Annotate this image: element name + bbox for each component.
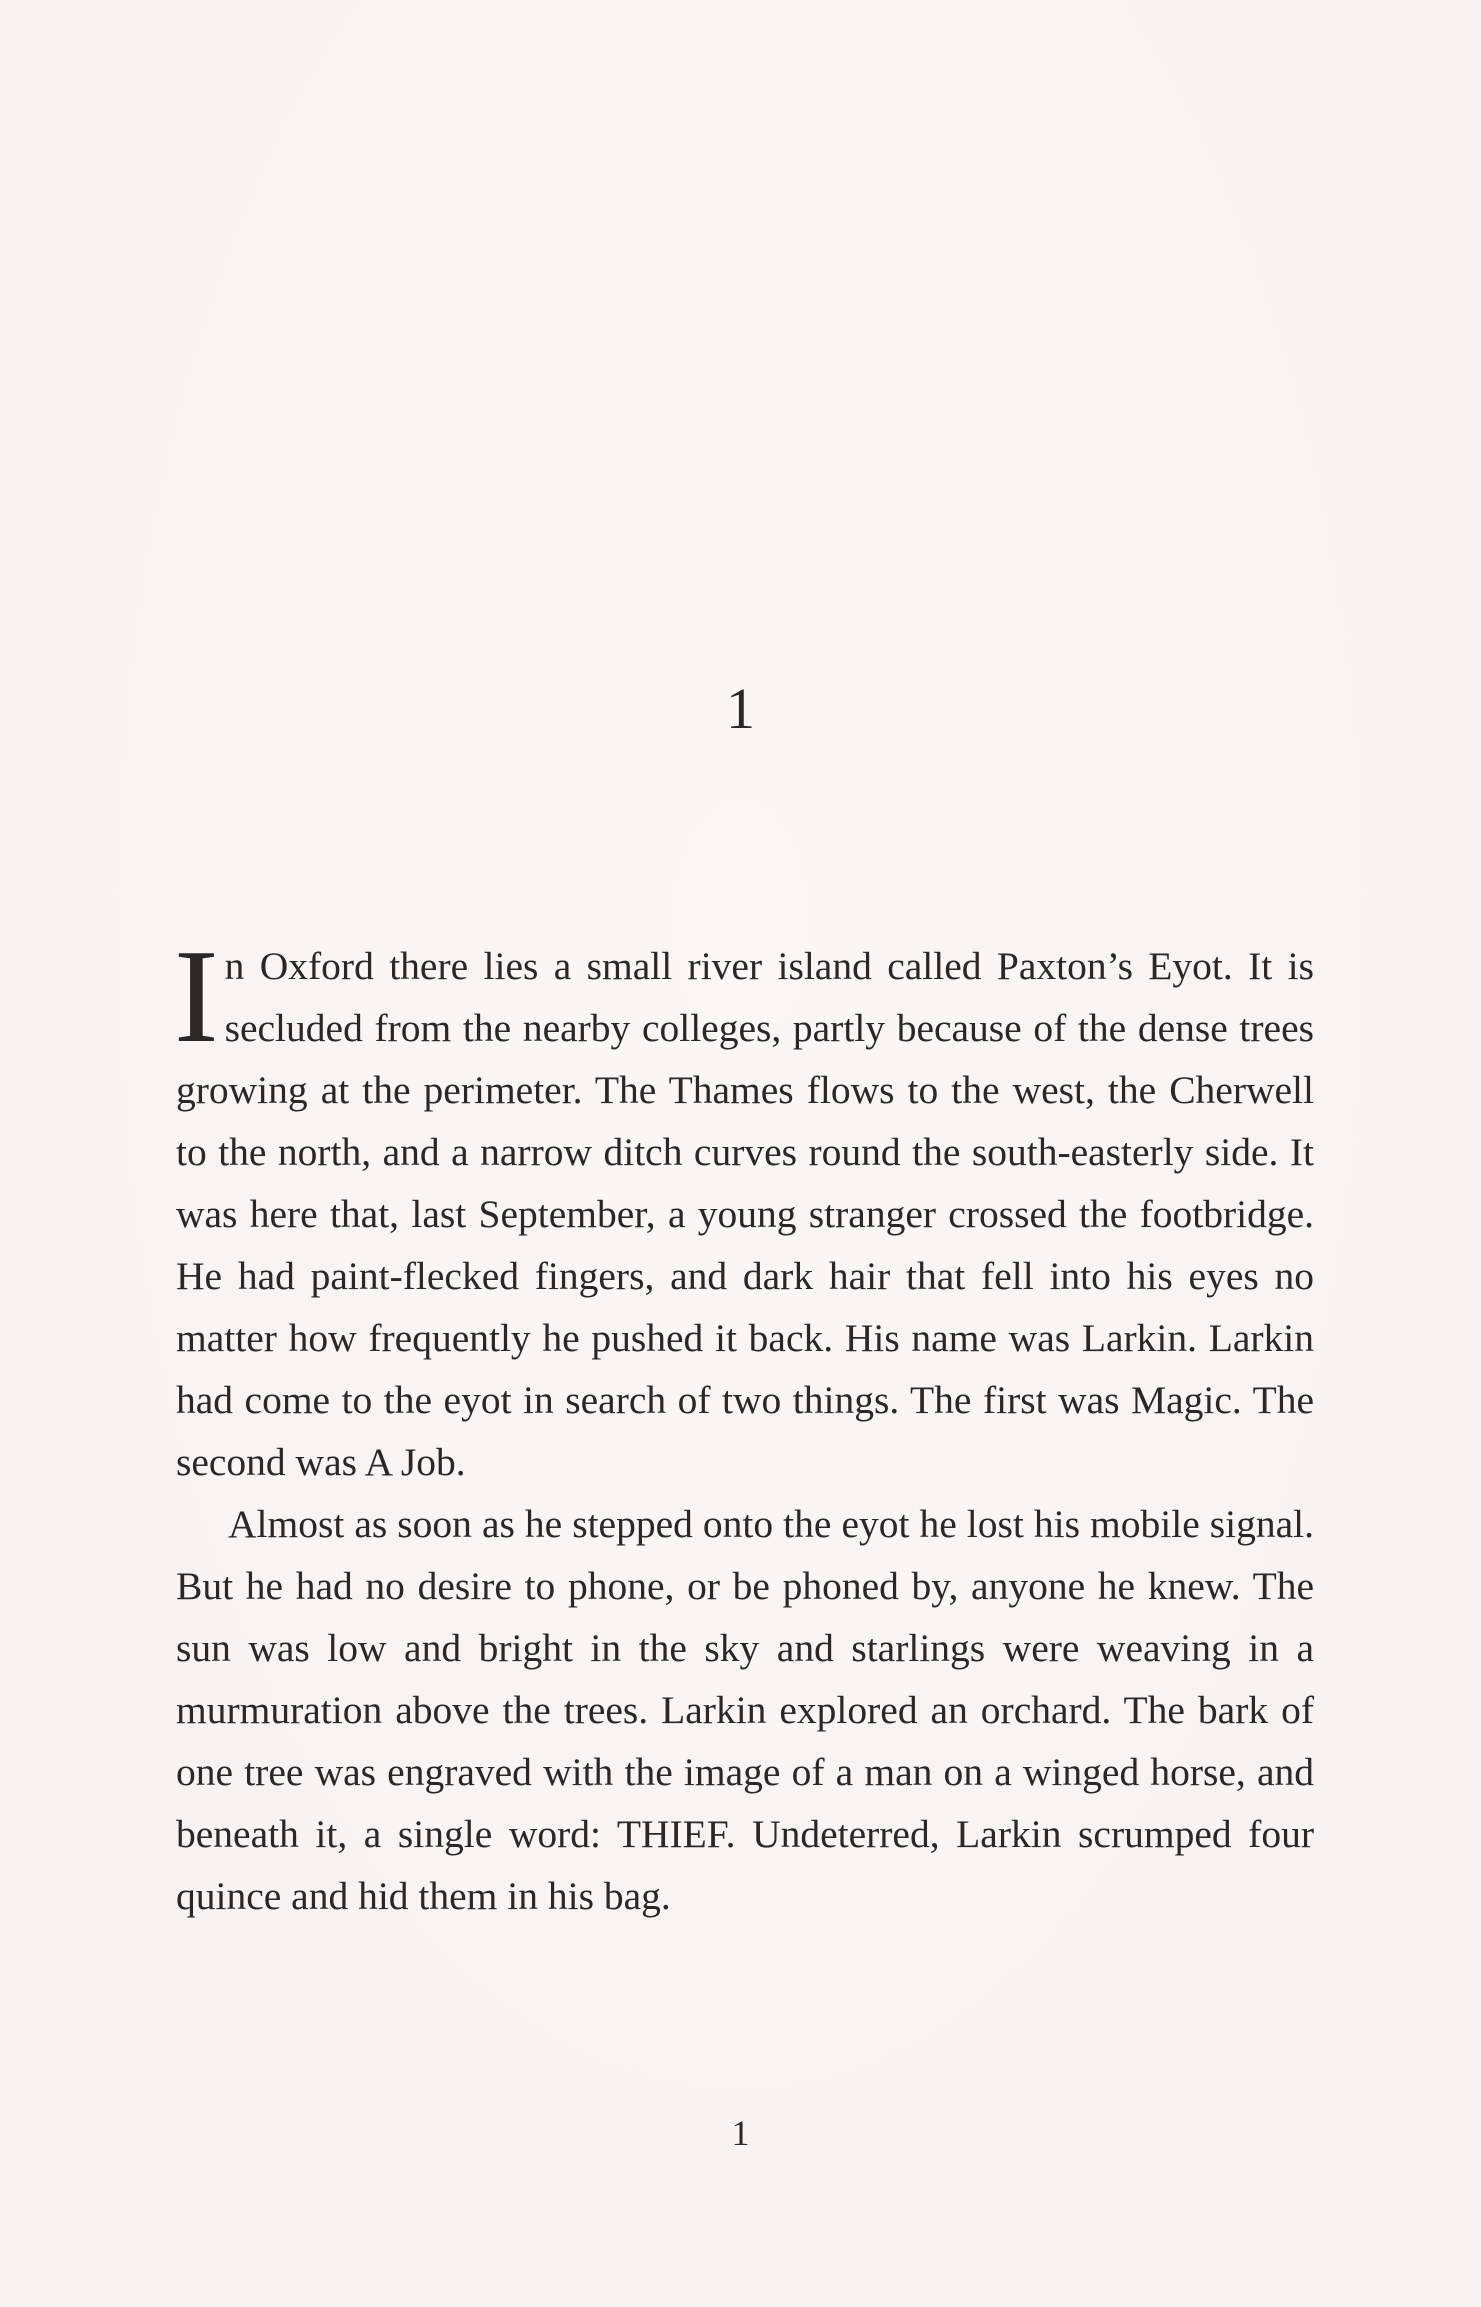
- paragraph-first-text: n Oxford there lies a small river island called Paxton’s Eyot. It is secluded from the nearby colleges, partly because of the dense trees growing at the perimeter. The Thames flows to the west, the Cherwell to the north, and a narrow ditch curves round the south-easterly side. It was here that, last September, a young stranger crossed the footbridge. He had paint-flecked fingers, and dark hair that fell into his eyes no matter how frequently he pushed it back. His name was Larkin. Larkin had come to the eyot in search of two things. The first was Magic. The second was A Job.: [176, 944, 1314, 1484]
- page-number: 1: [731, 2113, 750, 2153]
- paragraph-first: [174, 922, 1314, 1493]
- drop-cap: I: [174, 922, 219, 1070]
- body-text: [174, 922, 1314, 1927]
- paragraph-second: Almost as soon as he stepped onto the eyot he lost his mobile signal. But he had no desire to phone, or be phoned by, anyone he knew. The sun was low and bright in the sky and starlings were weaving in a murmuration above the trees. Larkin explored an orchard. The bark of one tree was engraved with the image of a man on a winged horse, and beneath it, a single word: THIEF. Undeterred, Larkin scrumped four quince and hid them in his bag.: [176, 1502, 1314, 1918]
- chapter-number: 1: [726, 676, 755, 741]
